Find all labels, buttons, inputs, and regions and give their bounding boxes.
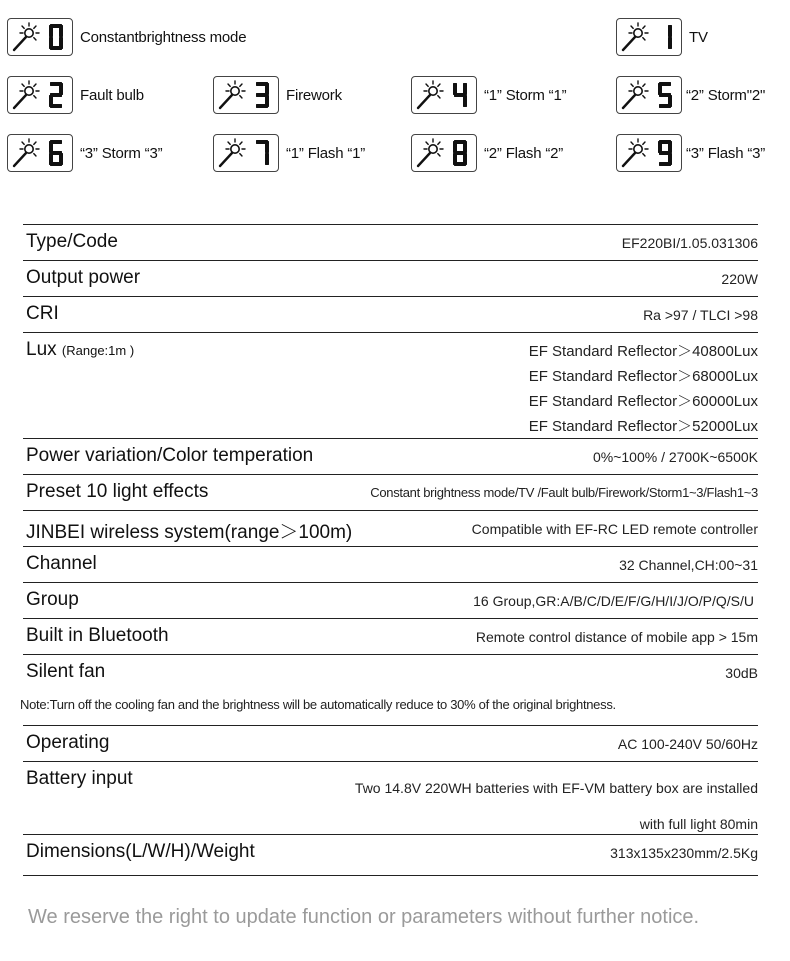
spec-label: Channel — [26, 553, 97, 574]
fan-note: Note:Turn off the cooling fan and the brightness will be automatically reduce to 30% of the original brightness. — [20, 697, 616, 712]
effect-label: “3” Flash “3” — [686, 144, 766, 162]
effect-8 — [411, 133, 563, 173]
effect-7 — [213, 133, 365, 173]
spec-value: 220W — [721, 271, 758, 287]
spec-label: Group — [26, 589, 79, 610]
spec-label: JINBEI wireless system(range＞100m) — [26, 522, 353, 543]
spec-row-bluetooth — [23, 618, 758, 654]
effect-label: “3” Storm “3” — [80, 144, 163, 162]
lux-value: EF Standard Reflector＞40800Lux — [528, 343, 758, 360]
effect-label: Constantbrightness mode — [80, 28, 247, 46]
spec-row-channel — [23, 546, 758, 582]
spec-sublabel: (Range:1m ) — [61, 343, 135, 358]
spec-row-preset — [23, 474, 758, 510]
effect-badge — [7, 76, 73, 114]
effect-badge — [616, 18, 682, 56]
spec-label-text: Lux — [26, 339, 57, 360]
effect-9 — [616, 133, 765, 173]
effect-badge — [616, 134, 682, 172]
spec-label: Power variation/Color temperation — [26, 445, 314, 466]
spec-value: Ra >97 / TLCI >98 — [643, 307, 758, 323]
light-effects-grid — [0, 0, 790, 190]
disclaimer-text: We reserve the right to update function or parameters without further notice. — [28, 906, 700, 928]
effect-3 — [213, 75, 342, 115]
spec-label: Output power — [26, 267, 141, 288]
light-wand-icon — [12, 21, 70, 53]
spec-value: 30dB — [725, 665, 758, 681]
spec-row-wireless — [23, 510, 758, 546]
spec-row-lux — [23, 332, 758, 438]
spec-row-cri — [23, 296, 758, 332]
lux-value: EF Standard Reflector＞52000Lux — [528, 418, 758, 435]
spec-value: Remote control distance of mobile app > 15m — [475, 629, 758, 645]
effect-badge — [213, 134, 279, 172]
effect-badge — [411, 134, 477, 172]
effect-badge — [411, 76, 477, 114]
spec-label: Dimensions(L/W/H)/Weight — [26, 841, 255, 862]
spec-label: Operating — [26, 732, 110, 753]
effect-6 — [7, 133, 162, 173]
effect-badge — [616, 76, 682, 114]
light-wand-icon — [416, 137, 474, 169]
spec-label: Type/Code — [26, 231, 118, 252]
effect-label: Firework — [286, 86, 342, 104]
spec-row-group — [23, 582, 758, 618]
spec-row-battery — [23, 761, 758, 834]
effect-label: TV — [689, 28, 708, 46]
effect-label: “2” Flash “2” — [484, 144, 564, 162]
battery-value-line: with full light 80min — [639, 816, 758, 832]
spec-row-output-power — [23, 260, 758, 296]
effect-badge — [213, 76, 279, 114]
effect-badge — [7, 18, 73, 56]
effect-label: Fault bulb — [80, 86, 144, 104]
spec-row-dimensions — [23, 834, 758, 876]
spec-value: 16 Group,GR:A/B/C/D/E/F/G/H/I/J/O/P/Q/S/U — [473, 593, 754, 609]
effect-label: “1” Flash “1” — [286, 144, 366, 162]
spec-row-note — [20, 690, 758, 725]
spec-row-power-variation — [23, 438, 758, 474]
spec-value: AC 100-240V 50/60Hz — [617, 736, 758, 752]
light-wand-icon — [218, 137, 276, 169]
spec-label: Preset 10 light effects — [26, 481, 209, 502]
light-wand-icon — [12, 79, 70, 111]
spec-value: 313x135x230mm/2.5Kg — [610, 845, 758, 861]
spec-label: Battery input — [26, 768, 133, 789]
effect-badge — [7, 134, 73, 172]
light-wand-icon — [621, 137, 679, 169]
spec-row-fan — [23, 654, 758, 690]
battery-value-line: Two 14.8V 220WH batteries with EF-VM battery box are installed — [354, 780, 758, 796]
effect-label: “2” Storm"2" — [686, 86, 766, 104]
lux-value: EF Standard Reflector＞68000Lux — [528, 368, 758, 385]
light-wand-icon — [621, 21, 679, 53]
spec-value: Compatible with EF-RC LED remote controller — [471, 521, 758, 537]
light-wand-icon — [416, 79, 474, 111]
spec-value: EF220BI/1.05.031306 — [621, 235, 758, 251]
light-wand-icon — [218, 79, 276, 111]
lux-value: EF Standard Reflector＞60000Lux — [528, 393, 758, 410]
spec-label: Built in Bluetooth — [26, 625, 169, 646]
effect-5 — [616, 75, 765, 115]
spec-table — [20, 224, 758, 876]
spec-value: 32 Channel,CH:00~31 — [619, 557, 758, 573]
spec-value: 0%~100% / 2700K~6500K — [592, 449, 758, 465]
spec-label: Silent fan — [26, 661, 106, 682]
spec-value — [355, 770, 758, 842]
effect-1 — [616, 17, 708, 57]
effect-2 — [7, 75, 144, 115]
effect-4 — [411, 75, 566, 115]
spec-value — [529, 339, 758, 439]
light-wand-icon — [621, 79, 679, 111]
spec-row-type-code — [23, 224, 758, 260]
spec-label — [26, 339, 134, 361]
effect-0 — [7, 17, 246, 57]
spec-row-operating — [23, 725, 758, 761]
light-wand-icon — [12, 137, 70, 169]
effect-label: “1” Storm “1” — [484, 86, 567, 104]
spec-value: Constant brightness mode/TV /Fault bulb/Firework/Storm1~3/Flash1~3 — [370, 485, 758, 500]
spec-label: CRI — [26, 303, 59, 324]
